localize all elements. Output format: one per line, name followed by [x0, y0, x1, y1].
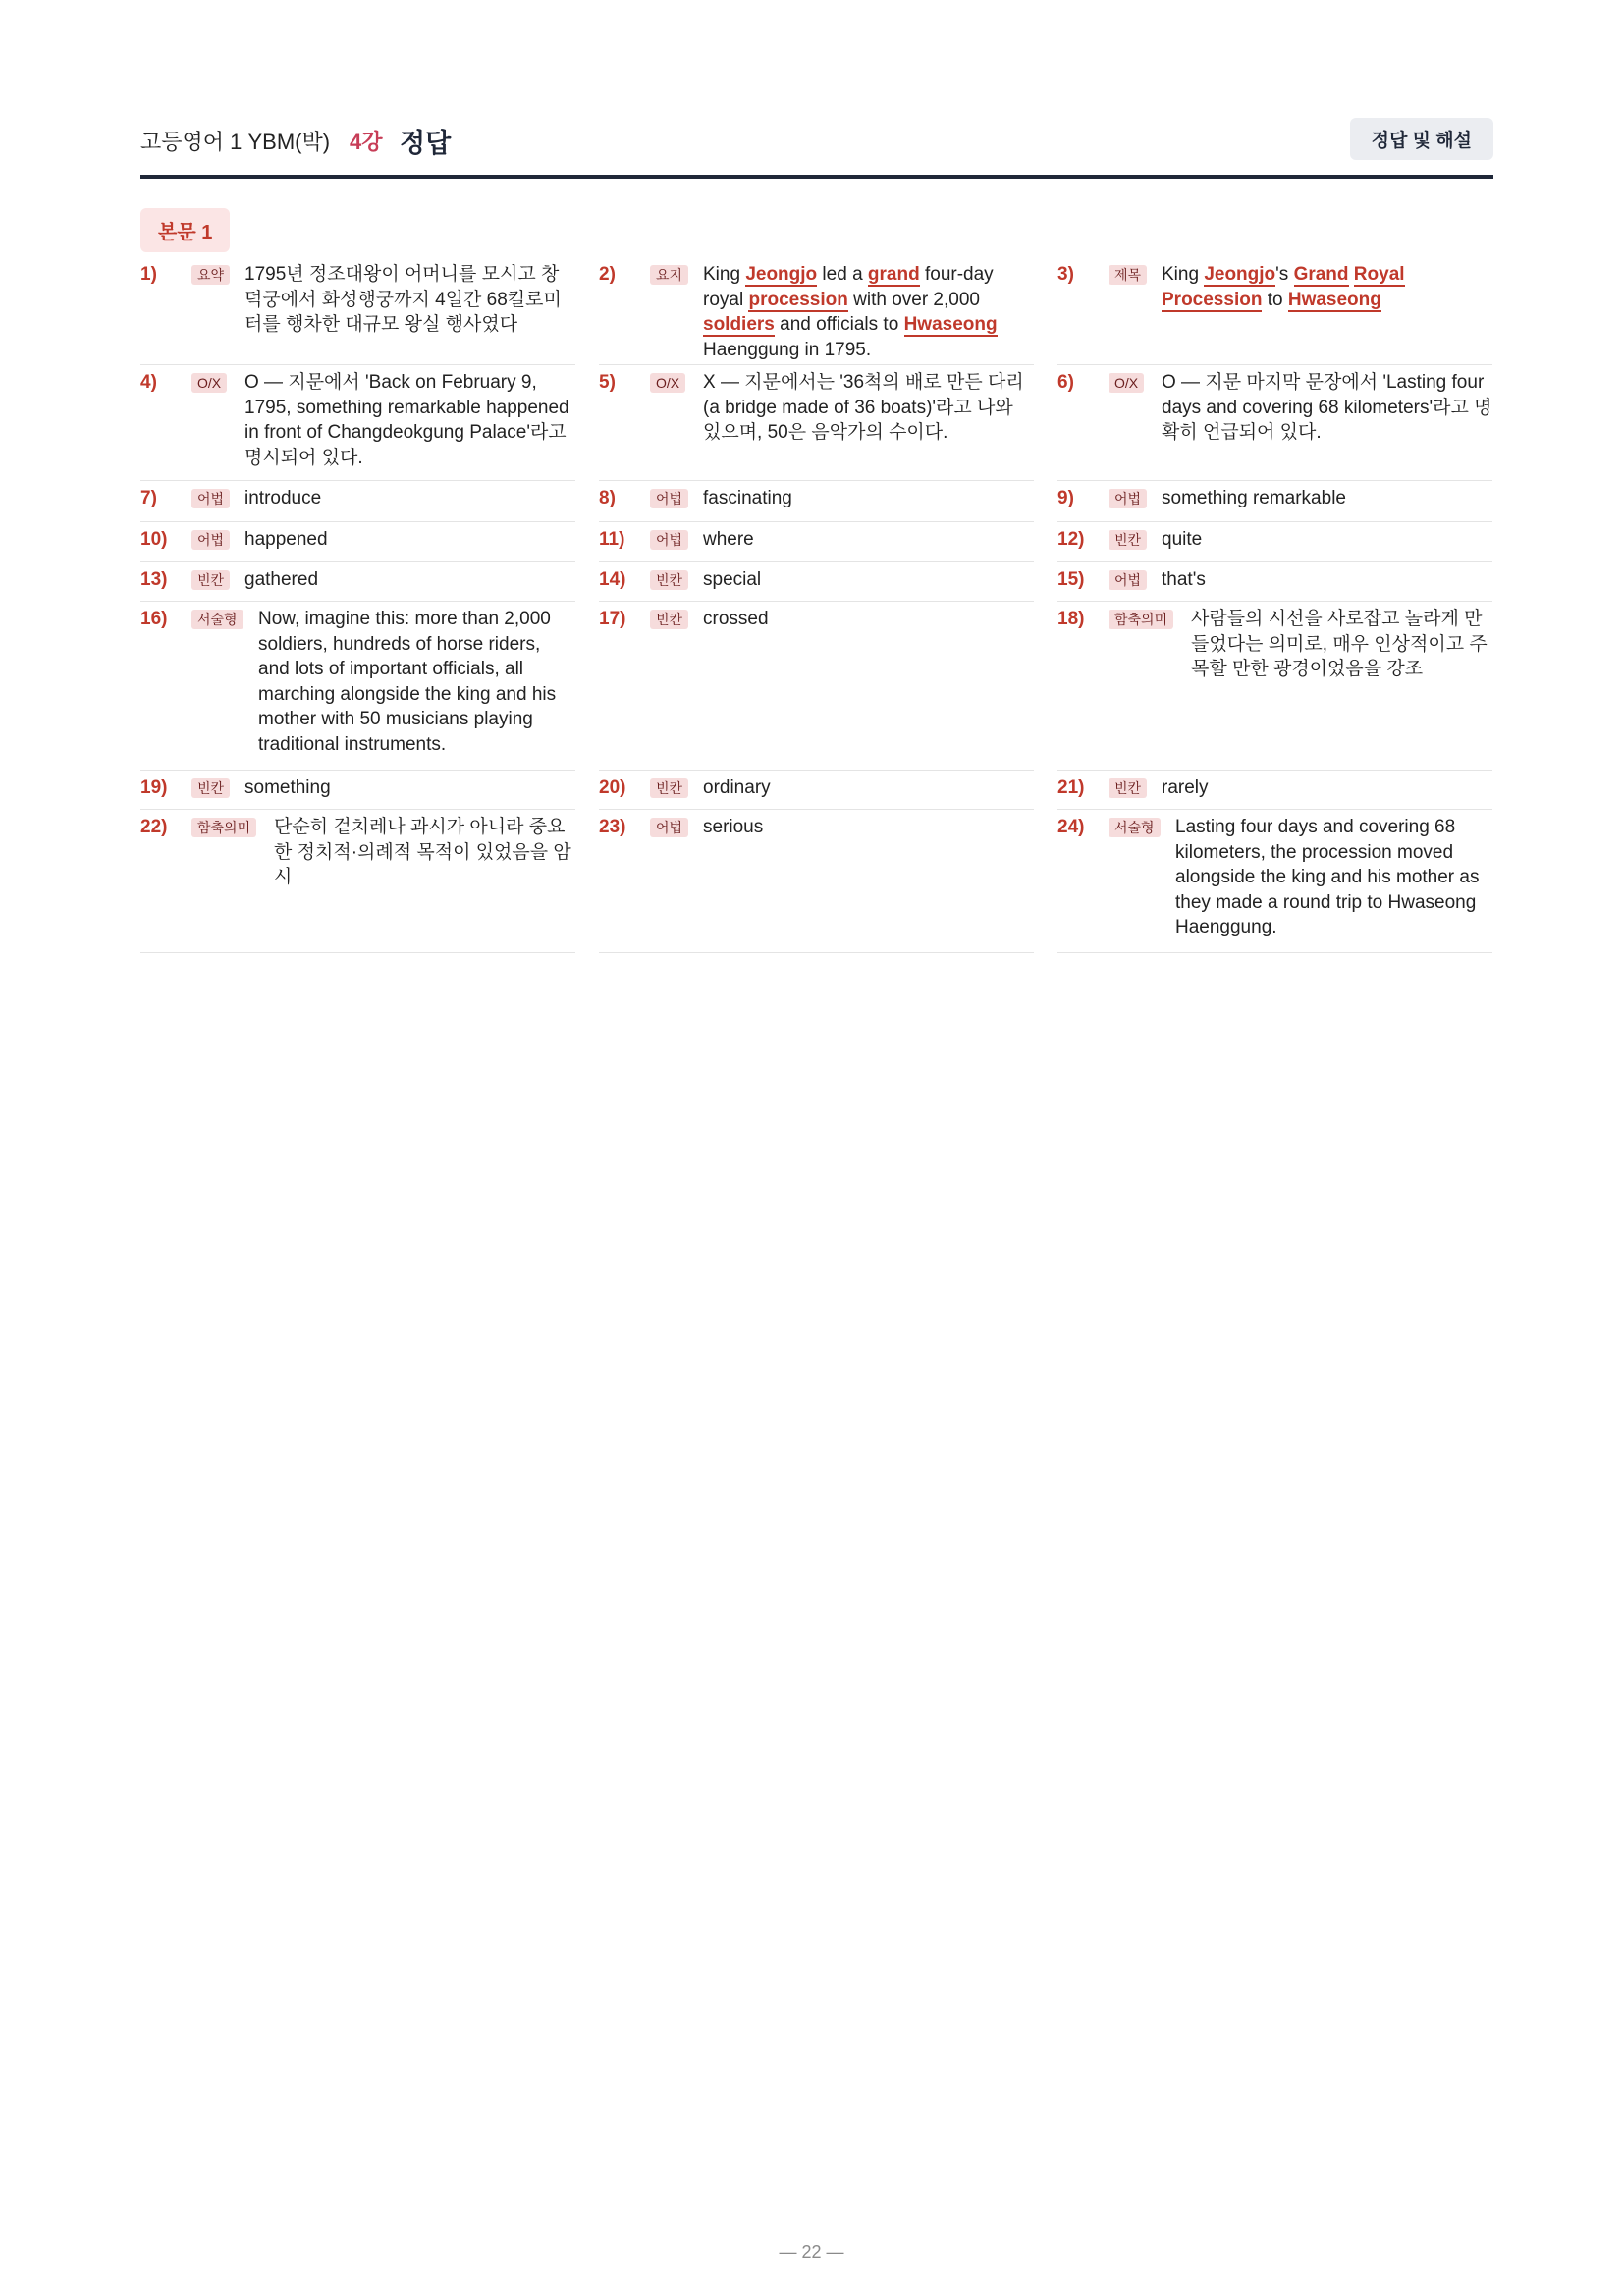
answer-text: crossed — [703, 609, 769, 629]
question-type-tag: O/X — [650, 373, 685, 393]
question-type-tag: 어법 — [191, 530, 230, 550]
keyword-highlight: soldiers — [703, 314, 775, 335]
question-type-tag: 요지 — [650, 265, 688, 285]
question-type-tag: 함축의미 — [191, 818, 256, 837]
answer-number: 20) — [599, 777, 626, 798]
answer-number: 14) — [599, 569, 626, 590]
answer-item — [1057, 602, 1492, 771]
answer-text: 사람들의 시선을 사로잡고 놀라게 만들었다는 의미로, 매우 인상적이고 주목할 만한 광경이었음을 강조 — [1191, 609, 1488, 679]
keyword-highlight: Hwaseong — [1287, 289, 1381, 310]
course-name: 고등영어 1 YBM(박) — [140, 130, 331, 154]
question-type-tag: 빈칸 — [1109, 778, 1147, 798]
question-type-tag: 어법 — [650, 489, 688, 508]
answer-number: 12) — [1057, 529, 1085, 550]
question-type-tag: 빈칸 — [650, 610, 688, 629]
answer-text: something — [244, 777, 331, 798]
answer-grid — [140, 257, 1493, 953]
answer-item — [599, 365, 1034, 481]
question-type-tag: 어법 — [1109, 489, 1147, 508]
keyword-highlight: Hwaseong — [903, 314, 998, 335]
answer-item — [599, 602, 1034, 771]
answer-item — [1057, 365, 1492, 481]
answer-text: rarely — [1162, 777, 1209, 798]
question-type-tag: 어법 — [650, 530, 688, 550]
answer-number: 16) — [140, 609, 168, 629]
passage-tag: 본문 1 — [140, 208, 230, 252]
keyword-highlight: procession — [748, 289, 848, 310]
question-type-tag: 제목 — [1109, 265, 1147, 285]
answer-number: 1) — [140, 264, 157, 285]
answer-item — [599, 771, 1034, 810]
answer-item — [1057, 481, 1492, 522]
page-title: 정답 — [400, 129, 452, 158]
answer-item — [599, 522, 1034, 562]
answer-text: O — 지문에서 'Back on February 9, 1795, something remarkable happened in front of Changdeokgung Palace'라고 명시되어 있다. — [244, 372, 569, 468]
answer-text: quite — [1162, 529, 1203, 550]
keyword-highlight: Procession — [1162, 289, 1263, 310]
answer-text: Lasting four days and covering 68 kilometers, the procession moved alongside the king and his mother as they made a round trip to Hwaseong Haenggung. — [1175, 817, 1480, 937]
answer-number: 18) — [1057, 609, 1085, 629]
answer-number: 13) — [140, 569, 168, 590]
answer-text: gathered — [244, 569, 319, 590]
answer-text: fascinating — [703, 488, 792, 508]
answer-number: 19) — [140, 777, 168, 798]
answer-number: 11) — [599, 529, 625, 550]
answer-text: King Jeongjo's Grand Royal Procession to Hwaseong — [1162, 264, 1405, 310]
answer-number: 6) — [1057, 372, 1074, 393]
answer-text: O — 지문 마지막 문장에서 'Lasting four days and covering 68 kilometers'라고 명확히 언급되어 있다. — [1162, 372, 1492, 443]
keyword-highlight: Royal — [1353, 264, 1405, 285]
answer-text: 단순히 겉치레나 과시가 아니라 중요한 정치적·의례적 목적이 있었음을 암시 — [274, 817, 571, 887]
keyword-highlight: grand — [867, 264, 920, 285]
answer-text: happened — [244, 529, 328, 550]
answer-text: special — [703, 569, 762, 590]
answer-item — [599, 810, 1034, 953]
question-type-tag: 빈칸 — [1109, 530, 1147, 550]
answer-item — [599, 562, 1034, 602]
answer-text: something remarkable — [1162, 488, 1346, 508]
answer-number: 17) — [599, 609, 626, 629]
question-type-tag: 함축의미 — [1109, 610, 1173, 629]
answer-text: serious — [703, 817, 764, 837]
answer-number: 3) — [1057, 264, 1074, 285]
answer-text: Now, imagine this: more than 2,000 soldiers, hundreds of horse riders, and lots of important officials, all marching alongside the king and his mother with 50 musicians playing traditional instruments. — [258, 609, 557, 755]
answer-number: 24) — [1057, 817, 1085, 837]
question-type-tag: 서술형 — [1109, 818, 1161, 837]
answer-item — [140, 257, 575, 365]
answer-item — [140, 481, 575, 522]
answer-number: 21) — [1057, 777, 1085, 798]
answer-text: that's — [1162, 569, 1206, 590]
question-type-tag: 요약 — [191, 265, 230, 285]
question-type-tag: 어법 — [1109, 570, 1147, 590]
question-type-tag: O/X — [191, 373, 227, 393]
answer-text: introduce — [244, 488, 322, 508]
question-type-tag: 어법 — [650, 818, 688, 837]
keyword-highlight: Jeongjo — [1204, 264, 1276, 285]
answer-text: 1795년 정조대왕이 어머니를 모시고 창덕궁에서 화성행궁까지 4일간 68킬로미터를 행차한 대규모 왕실 행사였다 — [244, 264, 562, 335]
answer-item — [140, 365, 575, 481]
page-number: — 22 — — [779, 2242, 844, 2262]
answer-item — [140, 810, 575, 953]
answer-text: where — [703, 529, 754, 550]
lesson-number: 4강 — [350, 130, 383, 154]
answer-number: 22) — [140, 817, 168, 837]
answer-number: 23) — [599, 817, 626, 837]
answer-number: 7) — [140, 488, 157, 508]
answer-item — [140, 522, 575, 562]
section-badge: 정답 및 해설 — [1350, 118, 1493, 160]
answer-item — [599, 481, 1034, 522]
answer-item — [1057, 562, 1492, 602]
answer-number: 2) — [599, 264, 616, 285]
answer-item — [599, 257, 1034, 365]
answer-number: 9) — [1057, 488, 1074, 508]
answer-number: 15) — [1057, 569, 1085, 590]
answer-item — [140, 602, 575, 771]
question-type-tag: 어법 — [191, 489, 230, 508]
answer-item — [140, 562, 575, 602]
answer-text: King Jeongjo led a grand four-day royal procession with over 2,000 soldiers and officials to Hwaseong Haenggung in 1795. — [703, 264, 998, 360]
answer-item — [140, 771, 575, 810]
question-type-tag: 빈칸 — [191, 570, 230, 590]
question-type-tag: 빈칸 — [650, 778, 688, 798]
answer-text: X — 지문에서는 '36척의 배로 만든 다리(a bridge made of 36 boats)'라고 나와 있으며, 50은 음악가의 수이다. — [703, 372, 1024, 443]
answer-number: 4) — [140, 372, 157, 393]
answer-text: ordinary — [703, 777, 771, 798]
page-header — [140, 116, 1493, 179]
answer-item — [1057, 810, 1492, 953]
question-type-tag: O/X — [1109, 373, 1144, 393]
question-type-tag: 빈칸 — [650, 570, 688, 590]
answer-item — [1057, 257, 1492, 365]
answer-item — [1057, 771, 1492, 810]
answer-number: 5) — [599, 372, 616, 393]
keyword-highlight: Jeongjo — [745, 264, 818, 285]
question-type-tag: 빈칸 — [191, 778, 230, 798]
answer-number: 8) — [599, 488, 616, 508]
answer-item — [1057, 522, 1492, 562]
keyword-highlight: Grand — [1293, 264, 1349, 285]
answer-number: 10) — [140, 529, 168, 550]
question-type-tag: 서술형 — [191, 610, 243, 629]
